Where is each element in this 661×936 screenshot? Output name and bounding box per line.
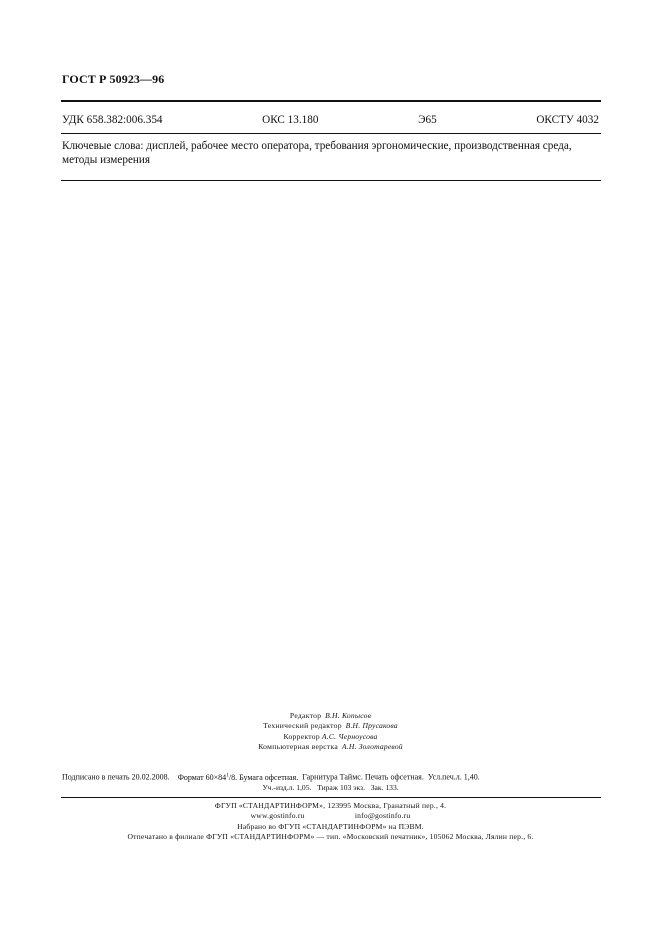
oks-code: ОКС 13.180 (262, 114, 319, 126)
format-info: Формат $60\times 84^1/8$. Бумага офсетная. (177, 772, 299, 782)
okstu-code: ОКСТУ 4032 (536, 114, 599, 126)
publisher-address: ФГУП «СТАНДАРТИНФОРМ», 123995 Москва, Гранатный пер., 4. (214, 801, 447, 810)
print-info-line (62, 772, 602, 782)
run-info: Тираж 103 экз. (317, 783, 365, 792)
keywords-rule (61, 180, 601, 181)
signed-date: Подписано в печать 20.02.2008. (62, 772, 170, 782)
tech-editor-line (0, 721, 661, 731)
layout-role: Компьютерная верстка (258, 742, 339, 752)
classification-row (62, 114, 599, 126)
top-rule (61, 100, 601, 102)
sheets-info: Усл.печ.л. 1,40. (427, 772, 480, 782)
editor-role: Редактор (289, 711, 322, 720)
publisher-email: info@gostinfo.ru (354, 811, 411, 821)
imprint-block (0, 711, 661, 753)
layout-name: А.Н. Золотаревой (341, 742, 403, 752)
printed-note: Отпечатано в филиале ФГУП «СТАНДАРТИНФОРМ» — тип. «Московский печатник», 105062 Москва, Лялин пер., 6. (127, 832, 534, 842)
corrector-line (0, 732, 661, 742)
publisher-contacts (0, 811, 661, 821)
publisher-website: www.gostinfo.ru (250, 811, 305, 821)
typeset-note: Набрано во ФГУП «СТАНДАРТИНФОРМ» на ПЭВМ. (237, 821, 424, 831)
udk-code: УДК 658.382:006.354 (62, 114, 163, 126)
editor-name: В.Н. Копысов (325, 711, 372, 720)
bottom-rule (61, 797, 601, 798)
order-info: Зак. 133. (370, 783, 399, 792)
classification-rule (61, 133, 601, 134)
keywords-paragraph: Ключевые слова: дисплей, рабочее место оператора, требования эргономические, производственная среда, методы измерения (62, 140, 572, 166)
group-code: Э65 (418, 114, 437, 126)
print-info-line-2 (0, 783, 661, 792)
pub-sheets-info: Уч.-изд.л. 1,05. (262, 783, 312, 792)
editor-line (0, 711, 661, 721)
corrector-role: Корректор (283, 731, 321, 741)
publisher-block (0, 801, 661, 843)
typeface-info: Гарнитура Таймс. Печать офсетная. (302, 772, 424, 782)
tech-editor-role: Технический редактор (263, 721, 342, 731)
corrector-name: А.С. Черноусова (321, 731, 378, 741)
standard-designation: ГОСТ Р 50923—96 (62, 72, 165, 86)
tech-editor-name: В.Н. Прусакова (345, 721, 398, 731)
layout-line (0, 742, 661, 752)
